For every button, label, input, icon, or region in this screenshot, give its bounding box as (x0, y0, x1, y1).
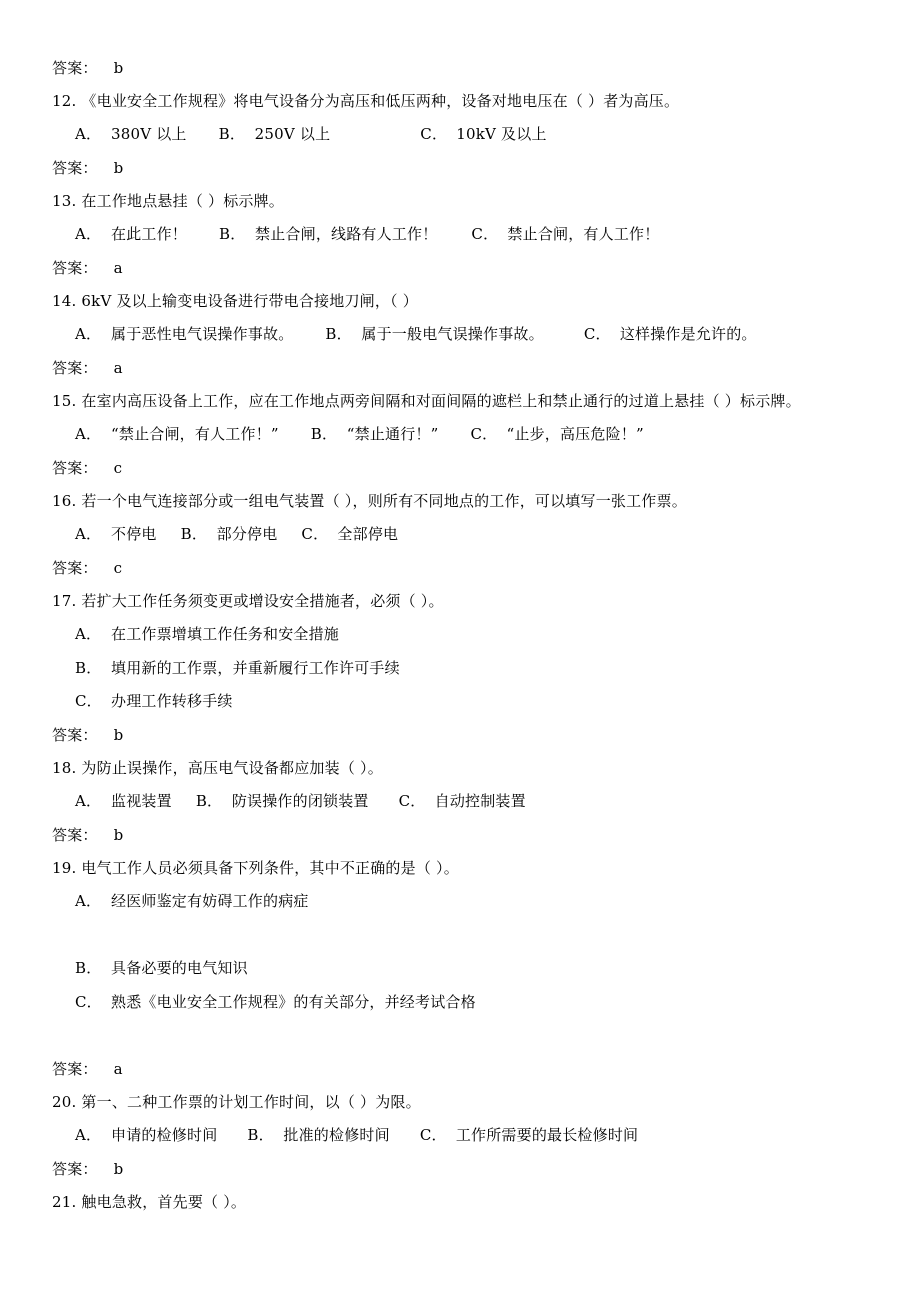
option-text: 部分停电 (216, 525, 278, 543)
answer-value: b (113, 159, 124, 177)
option-key: C． (419, 1126, 447, 1144)
answer-label: 答案： (52, 159, 98, 177)
option-key: C． (398, 792, 426, 810)
option-text: 属于恶性电气误操作事故。 (111, 325, 294, 343)
options-line (75, 422, 644, 446)
option-key: B． (310, 425, 338, 443)
answer-label: 答案： (52, 1060, 98, 1078)
option-text: 禁止合闸，有人工作！ (507, 225, 660, 243)
answer-line (52, 356, 123, 380)
options-line (75, 622, 339, 646)
options-line (75, 990, 476, 1014)
answer-line (52, 156, 123, 180)
question-text: 17. 若扩大工作任务须变更或增设安全措施者，必须（ ）。 (52, 592, 444, 610)
option-key: C． (420, 125, 448, 143)
option-text: 防误操作的闭锁装置 (231, 792, 369, 810)
option-text: 批准的检修时间 (283, 1126, 390, 1144)
option-text: 在此工作！ (111, 225, 188, 243)
option-key: C． (75, 692, 102, 710)
answer-line (52, 1157, 123, 1181)
option-text: 禁止合闸，线路有人工作！ (255, 225, 438, 243)
answer-line (52, 556, 122, 580)
option-text: 380V 以上 (111, 125, 187, 143)
answer-value: a (113, 1060, 123, 1078)
answer-label: 答案： (52, 559, 98, 577)
options-line (75, 222, 659, 246)
option-text: 在工作票增填工作任务和安全措施 (111, 625, 340, 643)
option-text: 熟悉《电业安全工作规程》的有关部分，并经考试合格 (111, 993, 476, 1011)
option-key: B． (75, 959, 102, 977)
answer-line (52, 256, 123, 280)
question-text: 15. 在室内高压设备上工作，应在工作地点两旁间隔和对面间隔的遮栏上和禁止通行的过道上悬挂（ ）标示牌。 (52, 392, 801, 410)
question-text: 12. 《电业安全工作规程》将电气设备分为高压和低压两种，设备对地电压在（ ）者为高压。 (52, 92, 680, 110)
option-key: A． (75, 525, 102, 543)
answer-label: 答案： (52, 459, 98, 477)
option-key: B． (247, 1126, 274, 1144)
options-line (75, 1123, 638, 1147)
options-line (75, 656, 400, 680)
option-text: 250V 以上 (254, 125, 331, 143)
option-text: “禁止合闸，有人工作！” (111, 425, 279, 443)
option-key: A． (75, 625, 102, 643)
answer-label: 答案： (52, 1160, 98, 1178)
option-key: B． (195, 792, 223, 810)
option-key: A． (75, 225, 102, 243)
option-text: 申请的检修时间 (111, 1126, 218, 1144)
option-key: A． (75, 425, 102, 443)
answer-line (52, 723, 123, 747)
question-text: 19. 电气工作人员必须具备下列条件，其中不正确的是（ ）。 (52, 859, 459, 877)
option-key: A． (75, 892, 102, 910)
option-text: 经医师鉴定有妨碍工作的病症 (111, 892, 309, 910)
option-key: B． (325, 325, 352, 343)
option-text: 工作所需要的最长检修时间 (455, 1126, 639, 1144)
answer-line (52, 56, 123, 80)
answer-value: c (113, 559, 123, 577)
option-key: A． (75, 792, 102, 810)
option-text: “禁止通行！” (346, 425, 439, 443)
options-line (75, 122, 547, 146)
option-text: 不停电 (111, 525, 157, 543)
answer-line (52, 456, 122, 480)
option-text: 这样操作是允许的。 (619, 325, 757, 343)
option-key: C． (583, 325, 611, 343)
option-text: 全部停电 (337, 525, 399, 543)
question-text: 14. 6kV 及以上输变电设备进行带电合接地刀闸，（ ） (52, 292, 418, 310)
option-text: 监视装置 (111, 792, 172, 810)
question-text: 13. 在工作地点悬挂（ ）标示牌。 (52, 192, 284, 210)
option-text: 10kV 及以上 (456, 125, 547, 143)
option-text: 办理工作转移手续 (111, 692, 233, 710)
question-text: 16. 若一个电气连接部分或一组电气装置（ ），则所有不同地点的工作，可以填写一张工作票。 (52, 492, 687, 510)
question-text: 20. 第一、二种工作票的计划工作时间，以（ ）为限。 (52, 1093, 421, 1111)
option-text: 填用新的工作票，并重新履行工作许可手续 (111, 659, 400, 677)
option-key: C． (75, 993, 102, 1011)
option-key: A． (75, 325, 102, 343)
question-text: 18. 为防止误操作，高压电气设备都应加装（ ）。 (52, 759, 383, 777)
answer-line (52, 1057, 123, 1081)
answer-label: 答案： (52, 359, 98, 377)
answer-value: b (113, 726, 124, 744)
answer-label: 答案： (52, 59, 98, 77)
answer-value: b (113, 1160, 124, 1178)
options-line (75, 689, 233, 713)
option-key: B． (180, 525, 208, 543)
option-key: B． (219, 225, 246, 243)
option-key: B． (75, 659, 102, 677)
answer-line (52, 823, 123, 847)
option-key: C． (301, 525, 329, 543)
option-key: A． (75, 125, 102, 143)
option-text: 具备必要的电气知识 (111, 959, 248, 977)
option-text: 属于一般电气误操作事故。 (361, 325, 544, 343)
options-line (75, 522, 398, 546)
option-text: “止步，高压危险！” (506, 425, 644, 443)
options-line (75, 889, 309, 913)
answer-label: 答案： (52, 259, 98, 277)
options-line (75, 956, 248, 980)
answer-value: a (113, 259, 123, 277)
answer-value: b (113, 826, 124, 844)
answer-label: 答案： (52, 726, 98, 744)
option-key: B． (218, 125, 246, 143)
answer-value: a (113, 359, 123, 377)
option-text: 自动控制装置 (434, 792, 526, 810)
question-text: 21. 触电急救，首先要（ ）。 (52, 1193, 247, 1211)
answer-label: 答案： (52, 826, 98, 844)
answer-value: c (113, 459, 123, 477)
option-key: C． (471, 225, 499, 243)
option-key: A． (75, 1126, 102, 1144)
options-line (75, 322, 757, 346)
option-key: C． (470, 425, 498, 443)
options-line (75, 789, 526, 813)
answer-value: b (113, 59, 124, 77)
